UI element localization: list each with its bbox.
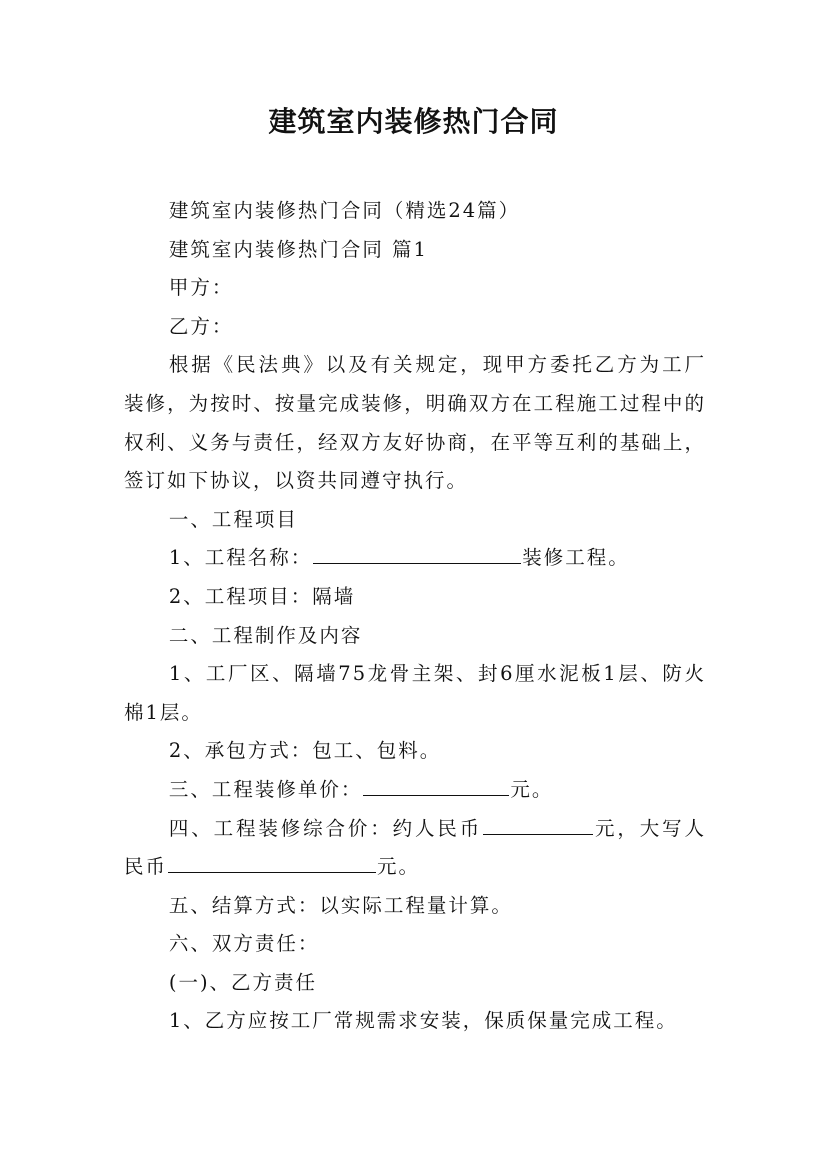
document-title: 建筑室内装修热门合同 (268, 105, 559, 138)
settlement-line: 五、结算方式：以实际工程量计算。 (168, 893, 513, 917)
section-6-heading: 六、双方责任： (168, 932, 320, 956)
section-1-heading: 一、工程项目 (168, 507, 298, 531)
project-name-label: 1、工程名称： (168, 546, 313, 570)
work-content-line: 1、工厂区、隔墙75龙骨主架、封6厘水泥板1层、防火棉1层。 (124, 662, 706, 724)
total-price-middle: 元，大写人民币 (124, 816, 706, 879)
unit-price-blank (363, 774, 509, 795)
unit-price-suffix: 元。 (510, 777, 554, 801)
unit-price-label: 三、工程装修单价： (168, 777, 363, 801)
project-item-line: 2、工程项目：隔墙 (168, 584, 356, 608)
total-price-suffix: 元。 (377, 855, 421, 879)
document-body (124, 192, 706, 1041)
total-price-line (124, 810, 706, 887)
total-price-label: 四、工程装修综合价：约人民币 (168, 816, 483, 840)
party-a-line: 甲方： (168, 276, 234, 300)
unit-price-line (124, 771, 706, 810)
project-name-line (124, 539, 706, 578)
total-price-upper-blank (168, 852, 376, 873)
section-heading: 建筑室内装修热门合同 篇1 (168, 237, 428, 261)
subtitle: 建筑室内装修热门合同（精选24篇） (168, 199, 521, 222)
contract-mode-line: 2、承包方式：包工、包料。 (168, 739, 442, 763)
intro-paragraph: 根据《民法典》以及有关规定，现甲方委托乙方为工厂装修，为按时、按量完成装修，明确双方在工程施工过程中的权利、义务与责任，经双方友好协商，在平等互利的基础上，签订如下协议，以资共同遵守执行。 (124, 353, 706, 493)
party-b-duty-heading: (一)、乙方责任 (168, 970, 318, 994)
party-b-duty-item-1: 1、乙方应按工厂常规需求安装，保质保量完成工程。 (168, 1009, 678, 1033)
party-b-line: 乙方： (168, 314, 234, 338)
section-2-heading: 二、工程制作及内容 (168, 623, 363, 647)
project-name-blank (313, 543, 521, 564)
total-price-blank (483, 813, 593, 834)
project-name-suffix: 装修工程。 (522, 546, 630, 570)
